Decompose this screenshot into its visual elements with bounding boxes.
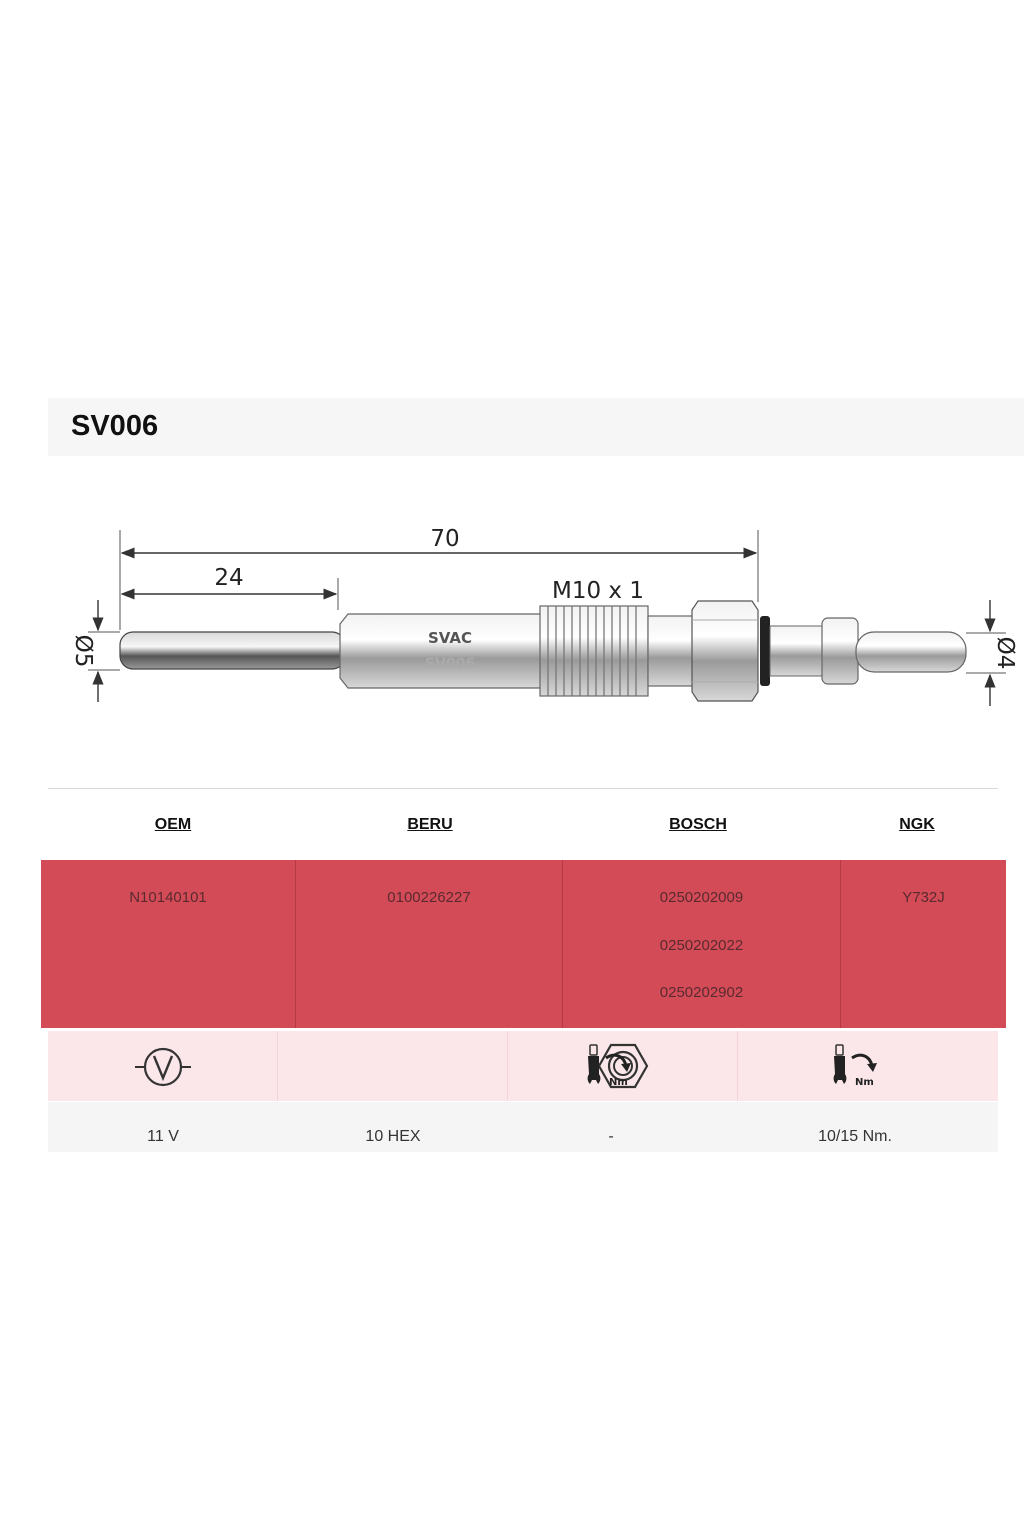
tip-diameter-label: Ø5 bbox=[70, 634, 96, 668]
glow-plug-technical-drawing bbox=[48, 510, 1024, 720]
bosch-column bbox=[563, 860, 841, 1028]
ngk-column bbox=[841, 860, 1006, 1028]
header-beru: BERU bbox=[407, 816, 453, 833]
voltage-cell bbox=[48, 1031, 278, 1101]
hex-cell bbox=[278, 1031, 508, 1101]
beru-column bbox=[296, 860, 563, 1028]
section-divider bbox=[48, 788, 998, 789]
torque-unit-label: Nm bbox=[855, 1077, 874, 1088]
voltage-icon bbox=[133, 1044, 193, 1090]
cross-reference-table bbox=[41, 860, 1006, 1028]
torque-cell-1 bbox=[508, 1031, 738, 1101]
spec-icon-row bbox=[48, 1031, 998, 1101]
torque-unit-label: Nm bbox=[609, 1077, 628, 1088]
bosch-number: 0250202902 bbox=[659, 984, 744, 1001]
beru-number: 0100226227 bbox=[387, 889, 471, 906]
torque-cell-2 bbox=[738, 1031, 998, 1101]
body-marking-code: SV006 bbox=[424, 656, 476, 672]
torque-value-1: - bbox=[608, 1128, 614, 1145]
bosch-number: 0250202009 bbox=[659, 889, 744, 906]
tip-length-label: 24 bbox=[214, 565, 244, 591]
voltage-value: 11 V bbox=[147, 1128, 179, 1145]
header-ngk: NGK bbox=[899, 816, 935, 833]
product-code: SV006 bbox=[71, 410, 159, 442]
hex-value: 10 HEX bbox=[365, 1128, 421, 1145]
ngk-number: Y732J bbox=[902, 889, 945, 906]
overall-length-label: 70 bbox=[430, 526, 460, 552]
header-oem: OEM bbox=[154, 816, 192, 833]
terminal-diameter-label: Ø4 bbox=[992, 636, 1018, 670]
thread-label: M10 x 1 bbox=[552, 578, 644, 604]
oem-number: N10140101 bbox=[129, 889, 207, 906]
torque-wrench-icon bbox=[830, 1044, 884, 1090]
body-marking-brand: SVAC bbox=[427, 629, 473, 647]
glow-plug-image bbox=[120, 601, 966, 701]
torque-value-2: 10/15 Nm. bbox=[818, 1128, 892, 1145]
bosch-number: 0250202022 bbox=[659, 937, 744, 954]
product-title-bar bbox=[48, 398, 1024, 456]
oem-column bbox=[41, 860, 296, 1028]
header-bosch: BOSCH bbox=[669, 816, 727, 833]
torque-wrench-icon bbox=[584, 1044, 638, 1090]
spec-value-row bbox=[48, 1102, 998, 1152]
